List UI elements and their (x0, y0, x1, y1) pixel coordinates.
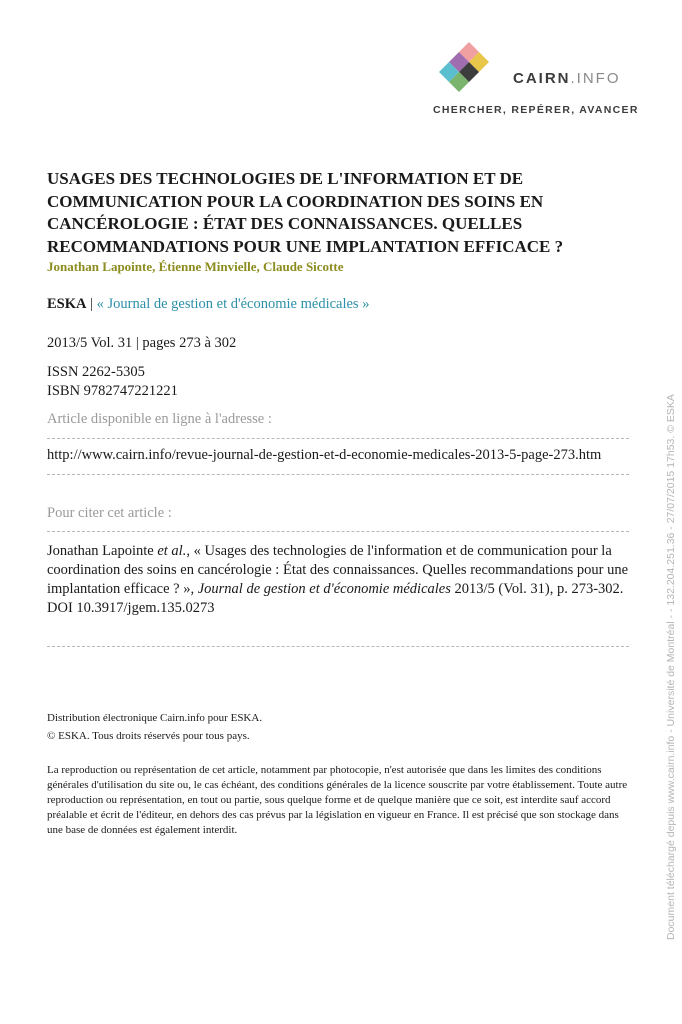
article-url[interactable]: http://www.cairn.info/revue-journal-de-gestion-et-d-economie-medicales-2013-5-page-273.htm (47, 447, 602, 463)
cairn-logo (433, 40, 643, 120)
isbn: ISBN 9782747221221 (47, 383, 178, 399)
cairn-wordmark: CAIRN.INFO (513, 70, 621, 87)
issue-info: 2013/5 Vol. 31 | pages 273 à 302 (47, 335, 237, 351)
distribution-note: Distribution électronique Cairn.info pour ESKA. (47, 712, 263, 724)
journal-line (47, 296, 369, 313)
citation-doi: DOI 10.3917/jgem.135.0273 (47, 600, 215, 616)
journal-link[interactable]: « Journal de gestion et d'économie médicales » (96, 296, 370, 312)
cairn-diamonds-icon (433, 40, 513, 96)
divider (47, 474, 629, 475)
download-stamp-text: Document téléchargé depuis www.cairn.info - Université de Montréal - - 132.204.251.36 - 27/07/2015 17h53. © ESKA (665, 394, 677, 940)
cairn-tagline: CHERCHER, REPÉRER, AVANCER (433, 104, 639, 116)
citation-author: Jonathan Lapointe (47, 543, 154, 559)
divider (47, 646, 629, 647)
article-title: USAGES DES TECHNOLOGIES DE L'INFORMATION ET DE COMMUNICATION POUR LA COORDINATION DES SOINS EN CANCÉROLOGIE : ÉTAT DES CONNAISSANCES. QUELLES RECOMMANDATIONS POUR UNE IMPLANTATION EFFICACE ? (47, 169, 564, 256)
citation-rest: 2013/5 (Vol. 31), p. 273-302. (450, 581, 624, 597)
publisher-name: ESKA (47, 296, 87, 312)
journal-separator: | (86, 296, 97, 312)
article-authors: Jonathan Lapointe, Étienne Minvielle, Claude Sicotte (47, 259, 344, 274)
legal-notice: La reproduction ou représentation de cet article, notamment par photocopie, n'est autorisée que dans les limites des conditions générales d'utilisation du site ou, le cas échéant, des conditions générales de la licence souscrite par votre établissement. Toute autre reproduction ou représentation, en tout ou partie, sous quelque forme et de quelque manière que ce soit, est interdite sauf accord préalable et écrit de l'éditeur, en dehors des cas prévus par la législation en vigueur en France. Il est précisé que son stockage dans une base de données est également interdit. (47, 764, 628, 836)
citation-journal: Journal de gestion et d'économie médicales (197, 581, 451, 597)
citation-body: , « Usages des technologies de l'information et de communication pour la coordination des soins en cancérologie : État des connaissances. Quelles recommandations pour une implantation efficace ? », (47, 543, 629, 597)
citation-etal: et al. (157, 543, 187, 559)
issn: ISSN 2262-5305 (47, 364, 145, 380)
divider (47, 531, 629, 532)
online-label: Article disponible en ligne à l'adresse : (47, 411, 272, 427)
citation-text (47, 542, 633, 618)
copyright-note: © ESKA. Tous droits réservés pour tous pays. (47, 730, 250, 742)
cite-label: Pour citer cet article : (47, 505, 172, 521)
divider (47, 438, 629, 439)
